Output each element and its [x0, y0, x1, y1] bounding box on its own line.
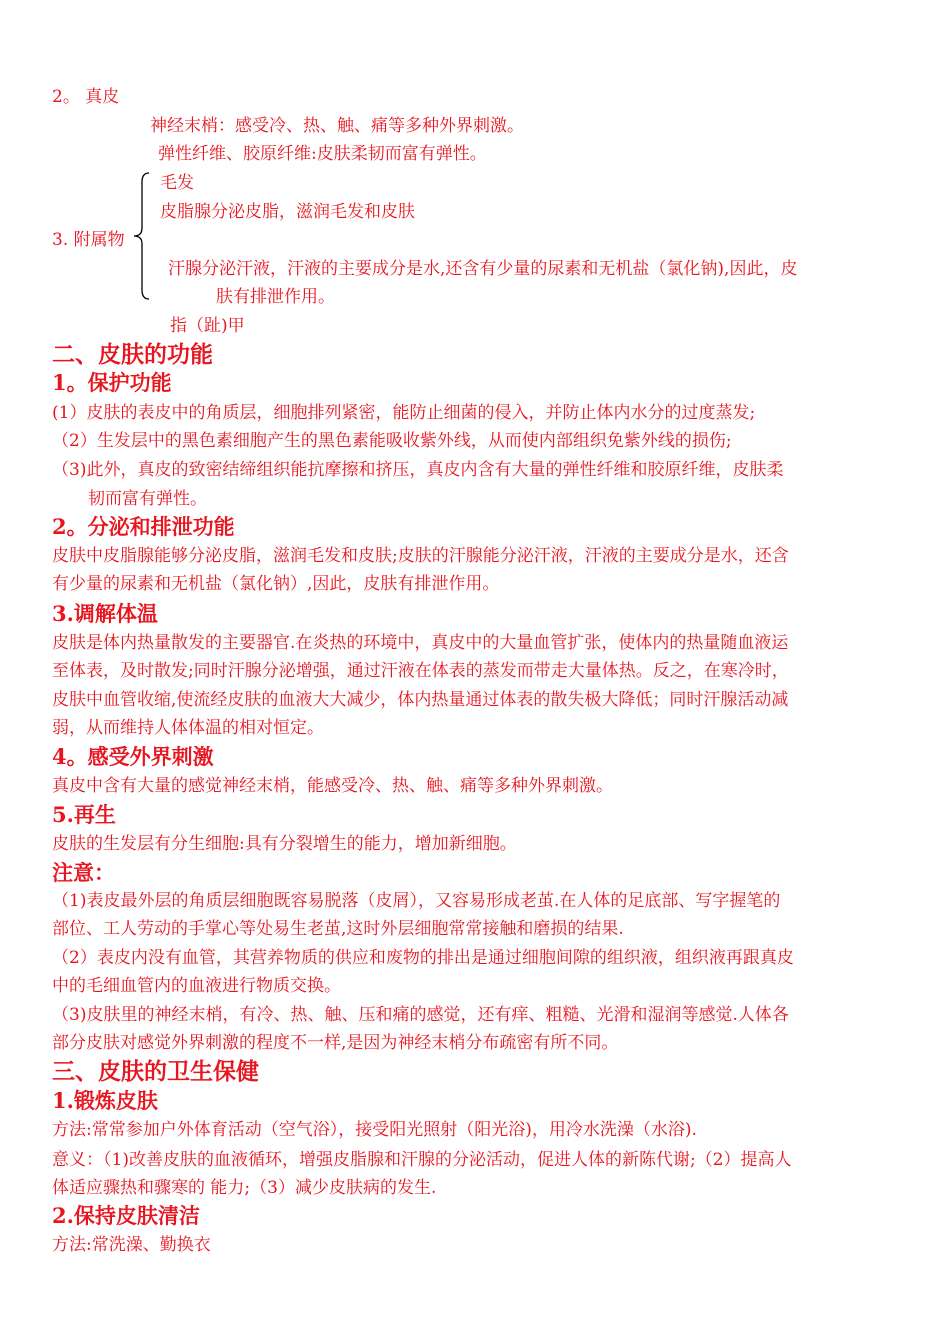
protect-p3-line2: 韧而富有弹性。 — [88, 489, 207, 509]
appendage-hair: 毛发 — [160, 173, 194, 193]
secrete-line2: 有少量的尿素和无机盐（氯化钠）,因此，皮肤有排泄作用。 — [52, 574, 500, 594]
regen-line1: 皮肤的生发层有分生细胞:具有分裂增生的能力，增加新细胞。 — [52, 834, 517, 854]
temp-line4: 弱，从而维持人体体温的相对恒定。 — [52, 718, 324, 738]
protect-p3-line1: （3)此外，真皮的致密结缔组织能抗摩擦和挤压，真皮内含有大量的弹性纤维和胶原纤维，皮肤柔 — [52, 460, 784, 480]
note3-line2: 部分皮肤对感觉外界刺激的程度不一样,是因为神经末梢分布疏密有所不同。 — [52, 1033, 619, 1053]
secrete-title: 2。分泌和排泄功能 — [52, 514, 235, 539]
exercise-meaning-line1: 意义：（1)改善皮肤的血液循环，增强皮脂腺和汗腺的分泌活动，促进人体的新陈代谢;（2）提高人 — [52, 1150, 792, 1170]
regen-title: 5.再生 — [52, 802, 116, 827]
clean-method: 方法:常洗澡、勤换衣 — [52, 1235, 211, 1255]
sense-title: 4。感受外界刺激 — [52, 744, 214, 769]
note2-line1: （2）表皮内没有血管，其营养物质的供应和废物的排出是通过细胞间隙的组织液，组织液再跟真皮 — [52, 948, 794, 968]
note3-line1: （3)皮肤里的神经末梢，有冷、热、触、压和痛的感觉，还有痒、粗糙、光滑和湿润等感觉.人体各 — [52, 1005, 789, 1025]
brace-icon — [132, 172, 152, 300]
protect-title: 1。保护功能 — [52, 370, 172, 395]
exercise-title: 1.锻炼皮肤 — [52, 1088, 158, 1113]
dermis-heading: 2。 真皮 — [52, 87, 120, 107]
temp-line3: 皮肤中血管收缩,使流经皮肤的血液大大减少，体内热量通过体表的散失极大降低；同时汗腺活动减 — [52, 690, 789, 710]
appendages-label: 3. 附属物 — [52, 230, 125, 250]
temp-title: 3.调解体温 — [52, 601, 158, 626]
note1-line2: 部位、工人劳动的手掌心等处易生老茧,这时外层细胞常常接触和磨损的结果. — [52, 919, 624, 939]
appendage-nail: 指（趾)甲 — [170, 316, 245, 336]
clean-title: 2.保持皮肤清洁 — [52, 1203, 200, 1228]
appendage-sweat-line1: 汗腺分泌汗液，汗液的主要成分是水,还含有少量的尿素和无机盐（氯化钠),因此，皮 — [168, 259, 798, 279]
secrete-line1: 皮肤中皮脂腺能够分泌皮脂，滋润毛发和皮肤;皮肤的汗腺能分泌汗液，汗液的主要成分是水，还含 — [52, 546, 789, 566]
note-title: 注意： — [52, 860, 115, 885]
appendage-sebaceous: 皮脂腺分泌皮脂，滋润毛发和皮肤 — [160, 202, 415, 222]
temp-line1: 皮肤是体内热量散发的主要器官.在炎热的环境中，真皮中的大量血管扩张，使体内的热量随血液运 — [52, 633, 789, 653]
sense-line1: 真皮中含有大量的感觉神经末梢，能感受冷、热、触、痛等多种外界刺激。 — [52, 776, 613, 796]
exercise-method: 方法:常常参加户外体育活动（空气浴），接受阳光照射（阳光浴)，用冷水洗澡（水浴). — [52, 1120, 697, 1140]
exercise-meaning-line2: 体适应骤热和骤寒的 能力;（3）减少皮肤病的发生. — [52, 1178, 437, 1198]
note1-line1: （1)表皮最外层的角质层细胞既容易脱落（皮屑），又容易形成老茧.在人体的足底部、写字握笔的 — [52, 891, 781, 911]
section-functions-title: 二、皮肤的功能 — [52, 341, 213, 368]
dermis-fiber-line: 弹性纤维、胶原纤维:皮肤柔韧而富有弹性。 — [158, 144, 487, 164]
protect-p1: (1）皮肤的表皮中的角质层，细胞排列紧密，能防止细菌的侵入，并防止体内水分的过度蒸发; — [52, 403, 756, 423]
temp-line2: 至体表，及时散发;同时汗腺分泌增强，通过汗液在体表的蒸发而带走大量体热。反之，在寒冷时， — [52, 661, 789, 681]
section-hygiene-title: 三、皮肤的卫生保健 — [52, 1058, 259, 1085]
dermis-nerve-line: 神经末梢：感受冷、热、触、痛等多种外界刺激。 — [150, 116, 524, 136]
protect-p2: （2）生发层中的黑色素细胞产生的黑色素能吸收紫外线，从而使内部组织免紫外线的损伤; — [52, 431, 732, 451]
appendage-sweat-line2: 肤有排泄作用。 — [216, 287, 335, 307]
note2-line2: 中的毛细血管内的血液进行物质交换。 — [52, 976, 341, 996]
